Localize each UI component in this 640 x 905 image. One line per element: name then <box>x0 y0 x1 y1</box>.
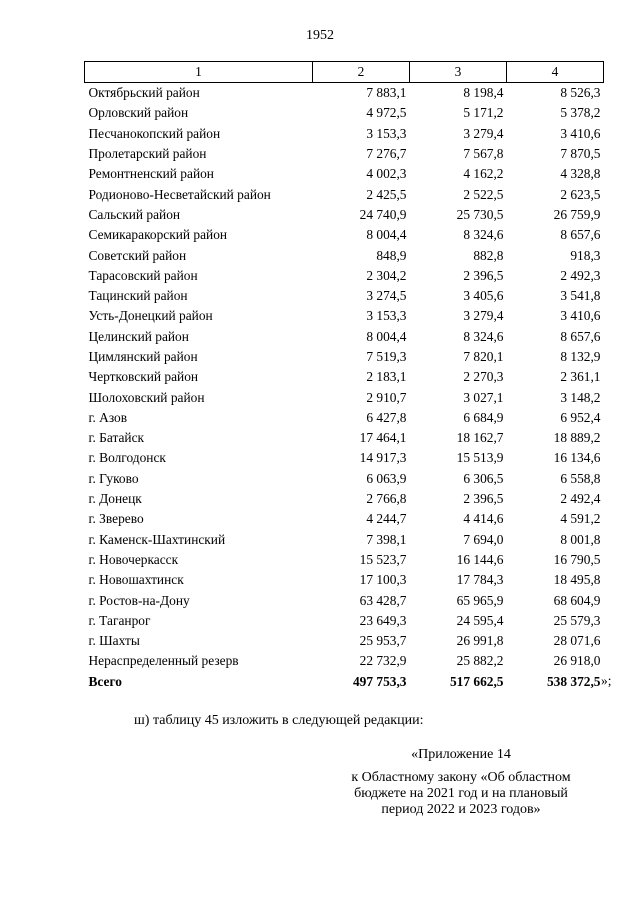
total-col4: 538 372,5 <box>546 673 601 689</box>
row-name-cell: Родионово-Несветайский район <box>88 186 271 202</box>
table-row <box>85 570 604 590</box>
row-value-cell: 3 410,6 <box>560 125 601 141</box>
row-value-cell: 4 162,2 <box>463 166 504 182</box>
table-row <box>85 387 604 407</box>
row-value-cell: 16 790,5 <box>553 551 601 567</box>
row-value-cell: 2 396,5 <box>463 491 504 507</box>
row-name-cell: г. Зверево <box>88 511 144 527</box>
row-name-cell: Шолоховский район <box>88 389 205 405</box>
table-row <box>85 124 604 144</box>
column-header-2: 2 <box>313 62 410 83</box>
row-value-cell: 3 405,6 <box>463 288 504 304</box>
row-value-cell: 6 063,9 <box>366 470 407 486</box>
row-value-cell: 882,8 <box>473 247 504 263</box>
row-value-cell: 3 541,8 <box>560 288 601 304</box>
table-row <box>85 469 604 489</box>
table-row <box>85 266 604 286</box>
row-value-cell: 3 148,2 <box>560 389 601 405</box>
table-row <box>85 509 604 529</box>
row-value-cell: 8 657,6 <box>560 227 601 243</box>
row-value-cell: 17 464,1 <box>359 430 407 446</box>
row-value-cell: 4 972,5 <box>366 105 407 121</box>
page-number: 1952 <box>306 28 334 43</box>
row-name-cell: г. Батайск <box>88 430 145 446</box>
row-value-cell: 8 004,4 <box>366 227 407 243</box>
table-row <box>85 225 604 245</box>
row-value-cell: 6 684,9 <box>463 409 504 425</box>
row-name-cell: г. Новошахтинск <box>88 572 184 588</box>
row-value-cell: 24 740,9 <box>359 206 407 222</box>
row-value-cell: 25 730,5 <box>456 206 504 222</box>
table-row <box>85 347 604 367</box>
table-row <box>85 103 604 123</box>
row-value-cell: 63 428,7 <box>359 592 407 608</box>
row-value-cell: 17 784,3 <box>456 572 504 588</box>
row-value-cell: 26 991,8 <box>456 633 504 649</box>
total-col2: 497 753,3 <box>352 673 407 689</box>
row-name-cell: г. Донецк <box>88 491 142 507</box>
table-row <box>85 205 604 225</box>
row-value-cell: 23 649,3 <box>359 612 407 628</box>
row-value-cell: 3 279,4 <box>463 125 504 141</box>
row-value-cell: 65 965,9 <box>456 592 504 608</box>
amendment-paragraph: ш) таблицу 45 изложить в следующей редакции: <box>134 713 424 728</box>
budget-table <box>84 61 604 692</box>
row-value-cell: 5 378,2 <box>560 105 601 121</box>
row-value-cell: 8 198,4 <box>463 85 504 101</box>
table-row <box>85 651 604 671</box>
table-total-row <box>85 672 604 692</box>
row-value-cell: 8 132,9 <box>560 349 601 364</box>
row-name-cell: Сальский район <box>88 206 181 222</box>
row-name-cell: Цимлянский район <box>88 349 198 364</box>
row-name-cell: Семикаракорский район <box>88 227 228 243</box>
table-row <box>85 83 604 104</box>
row-value-cell: 3 274,5 <box>366 288 407 304</box>
row-value-cell: 8 004,4 <box>366 328 407 344</box>
row-value-cell: 3 279,4 <box>463 308 504 324</box>
row-value-cell: 4 414,6 <box>463 511 504 527</box>
row-value-cell: 7 820,1 <box>463 349 504 364</box>
table-header-row <box>85 62 604 83</box>
row-value-cell: 4 244,7 <box>366 511 407 527</box>
annex-line: бюджете на 2021 год и на плановый <box>354 786 568 801</box>
row-value-cell: 7 567,8 <box>463 146 504 162</box>
row-value-cell: 2 183,1 <box>366 369 407 385</box>
table-row <box>85 428 604 448</box>
row-name-cell: г. Новочеркасск <box>88 551 179 567</box>
row-name-cell: Тарасовский район <box>88 267 198 283</box>
row-name-cell: г. Азов <box>88 409 128 425</box>
table-row <box>85 327 604 347</box>
row-name-cell: г. Ростов-на-Дону <box>88 592 190 608</box>
row-value-cell: 3 410,6 <box>560 308 601 324</box>
row-name-cell: Целинский район <box>88 328 189 344</box>
table-row <box>85 408 604 428</box>
row-value-cell: 22 732,9 <box>359 653 407 669</box>
table-row <box>85 144 604 164</box>
row-value-cell: 2 361,1 <box>560 369 601 385</box>
row-value-cell: 8 657,6 <box>560 328 601 344</box>
row-value-cell: 7 519,3 <box>366 349 407 364</box>
row-value-cell: 2 396,5 <box>463 267 504 283</box>
row-value-cell: 25 953,7 <box>359 633 407 649</box>
table-row <box>85 530 604 550</box>
table-row <box>85 448 604 468</box>
table-row <box>85 286 604 306</box>
table-row <box>85 367 604 387</box>
row-value-cell: 8 526,3 <box>560 85 601 101</box>
row-value-cell: 2 623,5 <box>560 186 601 202</box>
row-value-cell: 7 883,1 <box>366 85 407 101</box>
row-value-cell: 2 425,5 <box>366 186 407 202</box>
column-header-3: 3 <box>410 62 507 83</box>
row-value-cell: 7 870,5 <box>560 146 601 162</box>
row-name-cell: Усть-Донецкий район <box>88 308 213 324</box>
row-value-cell: 26 759,9 <box>553 206 601 222</box>
row-value-cell: 2 270,3 <box>463 369 504 385</box>
row-value-cell: 6 306,5 <box>463 470 504 486</box>
row-value-cell: 28 071,6 <box>553 633 601 649</box>
annex-line: к Областному закону «Об областном <box>351 770 571 785</box>
row-name-cell: Ремонтненский район <box>88 166 214 182</box>
row-name-cell: г. Гуково <box>88 470 139 486</box>
row-value-cell: 26 918,0 <box>553 653 601 669</box>
table-row <box>85 164 604 184</box>
row-value-cell: 6 558,8 <box>560 470 601 486</box>
row-value-cell: 848,9 <box>376 247 407 263</box>
row-value-cell: 3 153,3 <box>366 308 407 324</box>
row-value-cell: 2 910,7 <box>366 389 407 405</box>
total-col3: 517 662,5 <box>449 673 504 689</box>
row-value-cell: 15 523,7 <box>359 551 407 567</box>
row-value-cell: 8 324,6 <box>463 227 504 243</box>
row-name-cell: Орловский район <box>88 105 189 121</box>
table-body <box>85 83 604 672</box>
row-name-cell: Тацинский район <box>88 288 188 304</box>
row-value-cell: 16 144,6 <box>456 551 504 567</box>
row-value-cell: 7 276,7 <box>366 146 407 162</box>
table-row <box>85 550 604 570</box>
row-value-cell: 24 595,4 <box>456 612 504 628</box>
row-name-cell: г. Шахты <box>88 633 140 649</box>
row-value-cell: 16 134,6 <box>553 450 601 466</box>
row-name-cell: Пролетарский район <box>88 146 207 162</box>
row-value-cell: 17 100,3 <box>359 572 407 588</box>
row-value-cell: 8 001,8 <box>560 531 601 547</box>
row-value-cell: 15 513,9 <box>456 450 504 466</box>
table-row <box>85 611 604 631</box>
table-row <box>85 184 604 204</box>
row-name-cell: Нераспределенный резерв <box>88 653 239 669</box>
row-name-cell: г. Таганрог <box>88 612 151 628</box>
row-name-cell: г. Каменск-Шахтинский <box>88 531 226 547</box>
row-name-cell: Чертковский район <box>88 369 199 385</box>
row-value-cell: 3 153,3 <box>366 125 407 141</box>
row-value-cell: 5 171,2 <box>463 105 504 121</box>
total-label: Всего <box>88 673 122 689</box>
row-value-cell: 4 591,2 <box>560 511 601 527</box>
annex-line: период 2022 и 2023 годов» <box>381 802 541 817</box>
row-value-cell: 25 579,3 <box>553 612 601 628</box>
table-row <box>85 631 604 651</box>
row-value-cell: 6 952,4 <box>560 409 601 425</box>
row-value-cell: 14 917,3 <box>359 450 407 466</box>
row-value-cell: 18 162,7 <box>456 430 504 446</box>
row-name-cell: Советский район <box>88 247 187 263</box>
row-value-cell: 25 882,2 <box>456 653 504 669</box>
table-row <box>85 306 604 326</box>
row-name-cell: Октябрьский район <box>88 85 200 101</box>
row-value-cell: 18 889,2 <box>553 430 601 446</box>
table-row <box>85 489 604 509</box>
row-value-cell: 2 492,4 <box>560 491 601 507</box>
annex-subtitle <box>330 770 592 818</box>
table-row <box>85 245 604 265</box>
row-value-cell: 3 027,1 <box>463 389 504 405</box>
row-value-cell: 2 492,3 <box>560 267 601 283</box>
row-value-cell: 8 324,6 <box>463 328 504 344</box>
column-header-1: 1 <box>85 62 313 83</box>
row-value-cell: 4 328,8 <box>560 166 601 182</box>
row-value-cell: 18 495,8 <box>553 572 601 588</box>
row-value-cell: 7 398,1 <box>366 531 407 547</box>
row-value-cell: 918,3 <box>570 247 601 263</box>
table-row <box>85 590 604 610</box>
annex-title: «Приложение 14 <box>411 747 511 762</box>
row-name-cell: г. Волгодонск <box>88 450 166 466</box>
row-value-cell: 2 304,2 <box>366 267 407 283</box>
row-value-cell: 7 694,0 <box>463 531 504 547</box>
row-value-cell: 6 427,8 <box>366 409 407 425</box>
row-value-cell: 2 522,5 <box>463 186 504 202</box>
row-value-cell: 68 604,9 <box>553 592 601 608</box>
column-header-4: 4 <box>507 62 604 83</box>
row-name-cell: Песчанокопский район <box>88 125 221 141</box>
total-closing-quote: »; <box>601 673 612 688</box>
row-value-cell: 2 766,8 <box>366 491 407 507</box>
row-value-cell: 4 002,3 <box>366 166 407 182</box>
